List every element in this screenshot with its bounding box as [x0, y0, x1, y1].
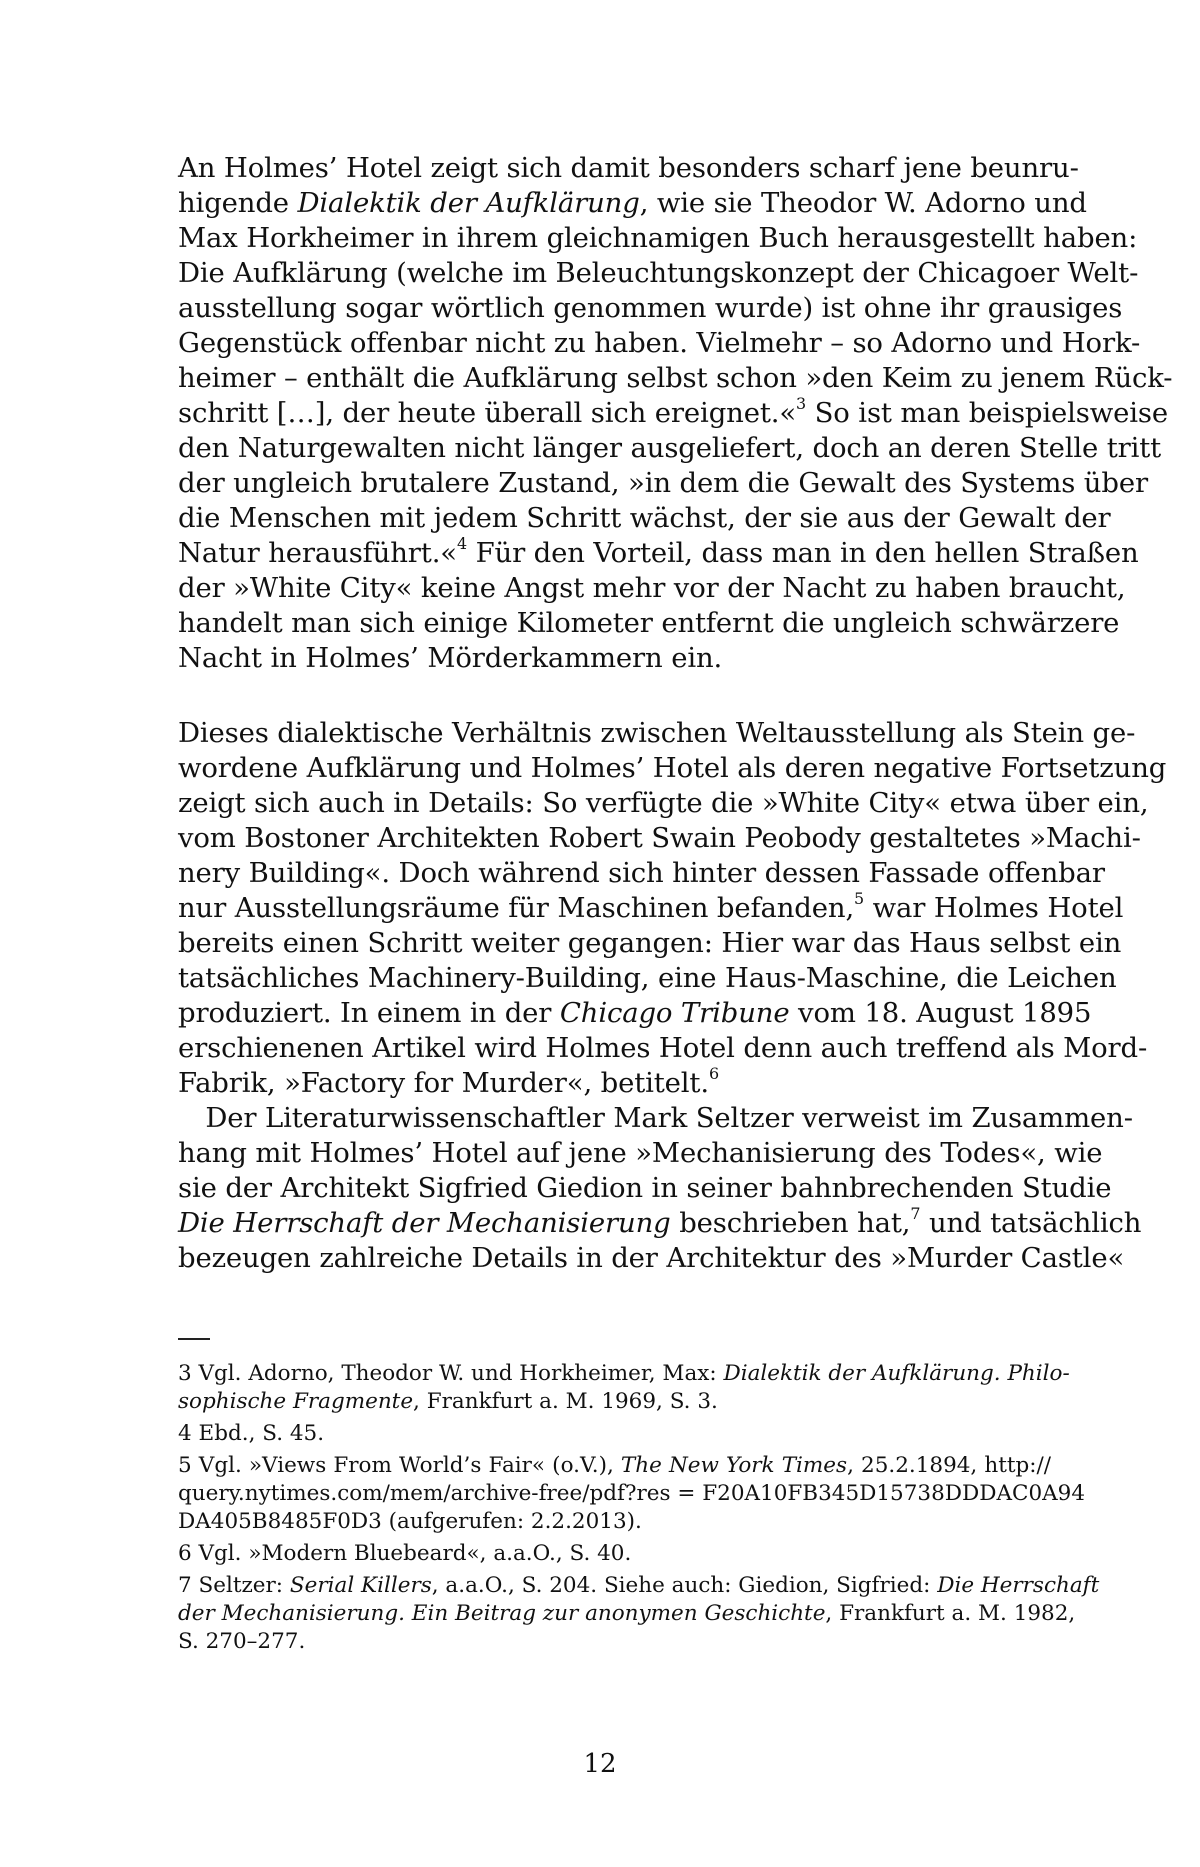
paragraph-line: ausstellung sogar wörtlich genommen wurde) ist ohne ihr grausiges — [178, 292, 1123, 324]
paragraph-line: bereits einen Schritt weiter gegangen: Hier war das Haus selbst ein — [178, 927, 1122, 959]
paragraph-line: nur Ausstellungsräume für Maschinen befanden,$^5$ war Holmes Hotel — [178, 889, 1124, 924]
paragraph-line: tatsächliches Machinery-Building, eine Haus-Maschine, die Leichen — [178, 962, 1117, 994]
paragraph-line: sie der Architekt Sigfried Giedion in seiner bahnbrechenden Studie — [178, 1172, 1112, 1204]
page-number: 12 — [583, 1749, 617, 1779]
footnote-line: 6 Vgl. »Modern Bluebeard«, a.a.O., S. 40. — [178, 1541, 632, 1566]
paragraph-line: vom Bostoner Architekten Robert Swain Peobody gestaltetes »Machi- — [178, 822, 1141, 854]
paragraph-line: Gegenstück offenbar nicht zu haben. Vielmehr – so Adorno und Hork- — [178, 327, 1141, 359]
paragraph-line: schritt […], der heute überall sich ereignet.«$^3$ So ist man beispielsweise — [178, 394, 1168, 429]
paragraph-line: Die Herrschaft der Mechanisierung beschrieben hat,$^7$ und tatsächlich — [178, 1204, 1142, 1239]
paragraph-line: Die Aufklärung (welche im Beleuchtungskonzept der Chicagoer Welt- — [178, 257, 1139, 289]
paragraph-line: zeigt sich auch in Details: So verfügte die »White City« etwa über ein, — [178, 787, 1149, 819]
paragraph-line: wordene Aufklärung und Holmes’ Hotel als deren negative Fortsetzung — [178, 752, 1167, 784]
footnote-line: sophische Fragmente, Frankfurt a. M. 1969, S. 3. — [178, 1389, 718, 1414]
paragraph-line: Max Horkheimer in ihrem gleichnamigen Buch herausgestellt haben: — [178, 222, 1138, 254]
paragraph-line: heimer – enthält die Aufklärung selbst schon »den Keim zu jenem Rück- — [178, 362, 1173, 394]
paragraph-line: die Menschen mit jedem Schritt wächst, der sie aus der Gewalt der — [178, 502, 1111, 534]
paragraph-line: handelt man sich einige Kilometer entfernt die ungleich schwärzere — [178, 607, 1120, 639]
paragraph-line: hang mit Holmes’ Hotel auf jene »Mechanisierung des Todes«, wie — [178, 1137, 1103, 1169]
paragraph-line: Natur herausführt.«$^4$ Für den Vorteil, dass man in den hellen Straßen — [178, 534, 1139, 569]
paragraph-line: An Holmes’ Hotel zeigt sich damit besonders scharf jene beunru- — [178, 152, 1079, 184]
paragraph-line: Fabrik, »Factory for Murder«, betitelt.$^6$ — [178, 1064, 719, 1099]
paragraph-line: der »White City« keine Angst mehr vor der Nacht zu haben braucht, — [178, 572, 1126, 604]
paragraph-line: nery Building«. Doch während sich hinter dessen Fassade offenbar — [178, 857, 1105, 889]
footnote-line: der Mechanisierung. Ein Beitrag zur anonymen Geschichte, Frankfurt a. M. 1982, — [178, 1601, 1076, 1626]
paragraph-line: den Naturgewalten nicht länger ausgeliefert, doch an deren Stelle tritt — [178, 432, 1162, 464]
paragraph-line: higende Dialektik der Aufklärung, wie sie Theodor W. Adorno und — [178, 187, 1087, 219]
paragraph-line: erschienenen Artikel wird Holmes Hotel denn auch treffend als Mord- — [178, 1032, 1148, 1064]
footnote-line: 7 Seltzer: Serial Killers, a.a.O., S. 204. Siehe auch: Giedion, Sigfried: Die Herrschaft — [178, 1573, 1100, 1598]
paragraph-line: produziert. In einem in der Chicago Tribune vom 18. August 1895 — [178, 997, 1092, 1029]
paragraph-line: Der Literaturwissenschaftler Mark Seltzer verweist im Zusammen- — [178, 1102, 1133, 1134]
footnote-line: query.nytimes.com/mem/archive-free/pdf?res = F20A10FB345D15738DDDAC0A94 — [178, 1481, 1086, 1506]
paragraph-line: Nacht in Holmes’ Mörderkammern ein. — [178, 642, 723, 674]
footnote-line: 4 Ebd., S. 45. — [178, 1421, 325, 1446]
footnote-line: 5 Vgl. »Views From World’s Fair« (o.V.), The New York Times, 25.2.1894, http:// — [178, 1453, 1052, 1478]
paragraph-line: Dieses dialektische Verhältnis zwischen Weltausstellung als Stein ge- — [178, 717, 1136, 749]
footnote-line: DA405B8485F0D3 (aufgerufen: 2.2.2013). — [178, 1509, 642, 1534]
paragraph-line: der ungleich brutalere Zustand, »in dem die Gewalt des Systems über — [178, 467, 1148, 499]
footnote-separator — [178, 1338, 210, 1340]
paragraph-line: bezeugen zahlreiche Details in der Architektur des »Murder Castle« — [178, 1242, 1125, 1274]
footnote-line: S. 270–277. — [178, 1629, 306, 1654]
footnote-line: 3 Vgl. Adorno, Theodor W. und Horkheimer, Max: Dialektik der Aufklärung. Philo- — [178, 1361, 1070, 1386]
